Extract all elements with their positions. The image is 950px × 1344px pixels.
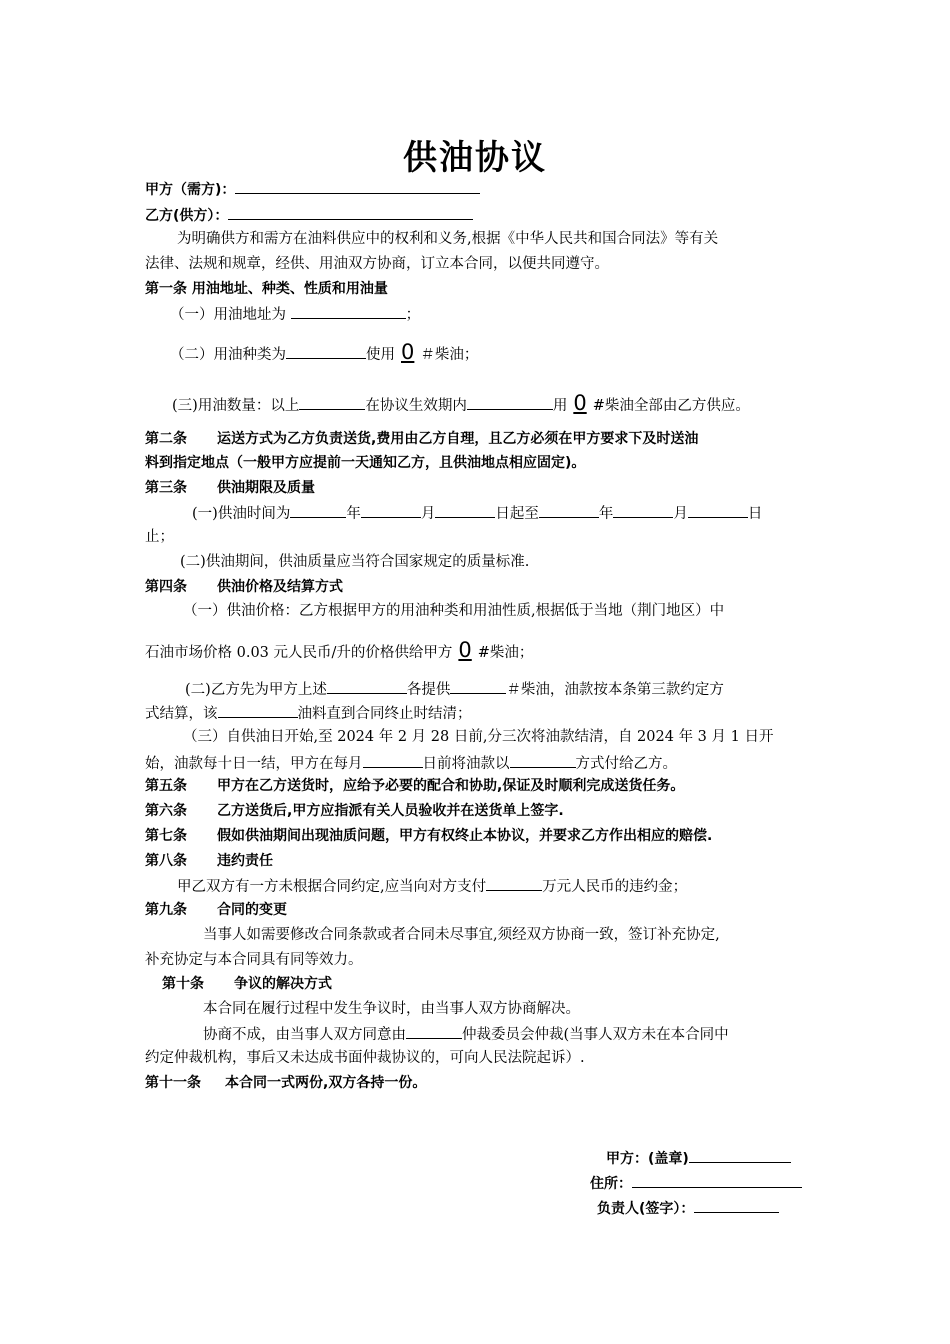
article-11 [145, 1073, 426, 1093]
end-month-field[interactable] [613, 502, 673, 518]
article-5-head: 第五条 [145, 778, 187, 794]
signature-party-a [606, 1147, 791, 1168]
article-1-item-1 [170, 303, 420, 325]
diesel-grade-2: 0 [573, 391, 587, 415]
article-5 [145, 776, 684, 796]
article-4-item-1-line-1: （一）供油价格：乙方根据甲方的用油种类和用油性质,根据低于当地（荆门地区）中 [183, 603, 725, 619]
article-4-item-1-line-2 [145, 640, 533, 663]
party-b-field[interactable] [228, 204, 473, 220]
price-text: 石油市场价格 0.03 元人民币/升的价格供给甲方 [145, 645, 453, 661]
article-8-head: 第八条 [145, 853, 187, 869]
start-month-field[interactable] [361, 502, 421, 518]
article-4-item-3-line-2 [145, 752, 677, 774]
article-1-title: 第一条 用油地址、种类、性质和用油量 [145, 281, 388, 297]
article-11-head: 第十一条 [145, 1075, 201, 1091]
signature-party-a-label: 甲方：(盖章) [606, 1151, 689, 1167]
prepay-label: (二)乙方先为甲方上述 [185, 682, 327, 698]
party-b-line [145, 204, 473, 226]
end-year-field[interactable] [539, 502, 599, 518]
address-label: （一）用油地址为 [170, 307, 286, 323]
article-6-head: 第六条 [145, 803, 187, 819]
article-1-item-2 [170, 342, 478, 365]
article-10-line-1: 本合同在履行过程中发生争议时，由当事人双方协商解决。 [203, 1001, 580, 1017]
intro-line-1: 为明确供方和需方在油料供应中的权利和义务,根据《中华人民共和国合同法》等有关 [177, 231, 719, 247]
penalty-field[interactable] [486, 875, 542, 891]
signature-address [590, 1172, 802, 1193]
quantity-end: #柴油全部由乙方供应。 [592, 398, 750, 414]
address-end: ； [405, 307, 421, 323]
article-9-line-2: 补充协定与本合同具有同等效力。 [145, 952, 363, 968]
prepay-field-1[interactable] [327, 678, 407, 694]
party-a-line [145, 178, 480, 200]
article-2-text-1: 运送方式为乙方负责送货,费用由乙方自理，且乙方必须在甲方要求下及时送油 [217, 431, 699, 447]
penalty-end: 万元人民币的违约金； [542, 879, 688, 895]
article-10-head: 第十条 [162, 976, 204, 992]
signature-address-field[interactable] [632, 1172, 802, 1188]
address-field[interactable] [291, 303, 406, 319]
quantity-field-1[interactable] [299, 394, 365, 410]
article-3-head: 第三条 [145, 480, 187, 496]
article-2-line-2: 料到指定地点（一般甲方应提前一天通知乙方，且供油地点相应固定)。 [145, 455, 586, 471]
settlement-text: ＃柴油，油款按本条第三款约定方 [506, 682, 724, 698]
page-title: 供油协议 [403, 138, 547, 178]
month-label-1: 月 [420, 506, 436, 522]
supply-time-label: (一)供油时间为 [192, 506, 291, 522]
article-4-item-2-line-1 [185, 678, 724, 700]
article-8-text [177, 875, 687, 897]
end-day-field[interactable] [688, 502, 748, 518]
start-year-field[interactable] [290, 502, 346, 518]
quantity-field-2[interactable] [467, 394, 553, 410]
oil-type-label: （二）用油种类为 [170, 347, 286, 363]
article-3-item-1-end: 止； [145, 529, 174, 545]
signature-person [597, 1197, 779, 1218]
prepay-field-2[interactable] [450, 678, 506, 694]
article-10-title: 争议的解决方式 [234, 976, 332, 992]
use-label: 使用 [366, 347, 395, 363]
payment-day-label: 始，油款每十日一结，甲方在每月 [145, 756, 363, 772]
article-4-title: 供油价格及结算方式 [217, 579, 343, 595]
diesel-grade-3: 0 [458, 638, 472, 662]
payment-end: 方式付给乙方。 [575, 756, 677, 772]
arbitration-label: 协商不成，由当事人双方同意由 [203, 1027, 406, 1043]
signature-address-label: 住所： [590, 1176, 632, 1192]
article-2-head: 第二条 [145, 431, 187, 447]
month-label-2: 月 [673, 506, 688, 522]
quantity-use-label: 用 [552, 398, 568, 414]
article-5-text: 甲方在乙方送货时，应给予必要的配合和协助,保证及时顺利完成送货任务。 [217, 778, 685, 794]
article-8-title: 违约责任 [217, 853, 273, 869]
article-1-item-3 [172, 393, 750, 416]
diesel-label-1: ＃柴油； [420, 347, 479, 363]
article-10-title-line [162, 974, 332, 994]
arbitration-text: 仲裁委员会仲裁(当事人双方未在本合同中 [462, 1027, 729, 1043]
penalty-label: 甲乙双方有一方未根据合同约定,应当向对方支付 [177, 879, 487, 895]
article-9-head: 第九条 [145, 902, 187, 918]
day-from-label: 日起至 [495, 506, 539, 522]
signature-person-label: 负责人(签字）： [597, 1201, 695, 1217]
party-b-label: 乙方(供方）： [145, 208, 229, 224]
article-3-item-2: (二)供油期间，供油质量应当符合国家规定的质量标准. [180, 554, 530, 570]
party-a-field[interactable] [235, 178, 480, 194]
article-7-head: 第七条 [145, 828, 187, 844]
article-6 [145, 801, 564, 821]
article-3-item-1 [192, 502, 762, 524]
diesel-grade-1: 0 [401, 340, 415, 364]
article-10-line-3: 约定仲裁机构，事后又未达成书面仲裁协议的，可向人民法院起诉）. [145, 1050, 585, 1066]
party-a-label: 甲方（需方)： [145, 182, 236, 198]
article-6-text: 乙方送货后,甲方应指派有关人员验收并在送货单上签字. [217, 803, 564, 819]
intro-line-2: 法律、法规和规章，经供、用油双方协商，订立本合同，以便共同遵守。 [145, 256, 609, 272]
article-9-title-line [145, 900, 287, 920]
signature-party-a-field[interactable] [689, 1147, 791, 1163]
settle-end: 油料直到合同终止时结清； [297, 706, 472, 722]
day-label: 日 [747, 506, 763, 522]
article-7-text: 假如供油期间出现油质问题，甲方有权终止本协议，并要求乙方作出相应的赔偿. [217, 828, 713, 844]
year-label-1: 年 [346, 506, 361, 522]
quantity-period-label: 在协议生效期内 [365, 398, 467, 414]
provide-label: 各提供 [406, 682, 451, 698]
article-10-line-2 [203, 1023, 729, 1045]
oil-type-field[interactable] [286, 343, 366, 359]
settle-field[interactable] [218, 702, 298, 718]
payment-method-field[interactable] [510, 752, 576, 768]
article-4-head: 第四条 [145, 579, 187, 595]
quantity-label: (三)用油数量：以上 [172, 398, 300, 414]
article-7 [145, 826, 712, 846]
article-9-line-1: 当事人如需要修改合同条款或者合同未尽事宜,须经双方协商一致，签订补充协定, [203, 927, 720, 943]
year-label-2: 年 [598, 506, 614, 522]
arbitration-field[interactable] [406, 1023, 462, 1039]
settle-label: 式结算，该 [145, 706, 218, 722]
signature-person-field[interactable] [694, 1197, 779, 1213]
article-2-line-1 [145, 429, 698, 449]
start-day-field[interactable] [435, 502, 495, 518]
article-9-title: 合同的变更 [217, 902, 287, 918]
article-4-item-2-line-2 [145, 702, 472, 724]
article-8-title-line [145, 851, 273, 871]
diesel-label-3: #柴油； [477, 645, 534, 661]
payment-day-field[interactable] [363, 752, 423, 768]
article-3-title-line [145, 478, 315, 498]
article-4-item-3-line-1: （三）自供油日开始,至 2024 年 2 月 28 日前,分三次将油款结清，自 2024 年 3 月 1 日开 [183, 729, 774, 745]
article-3-title: 供油期限及质量 [217, 480, 315, 496]
payment-method-label: 日前将油款以 [422, 756, 510, 772]
article-11-text: 本合同一式两份,双方各持一份。 [225, 1075, 427, 1091]
article-4-title-line [145, 577, 343, 597]
